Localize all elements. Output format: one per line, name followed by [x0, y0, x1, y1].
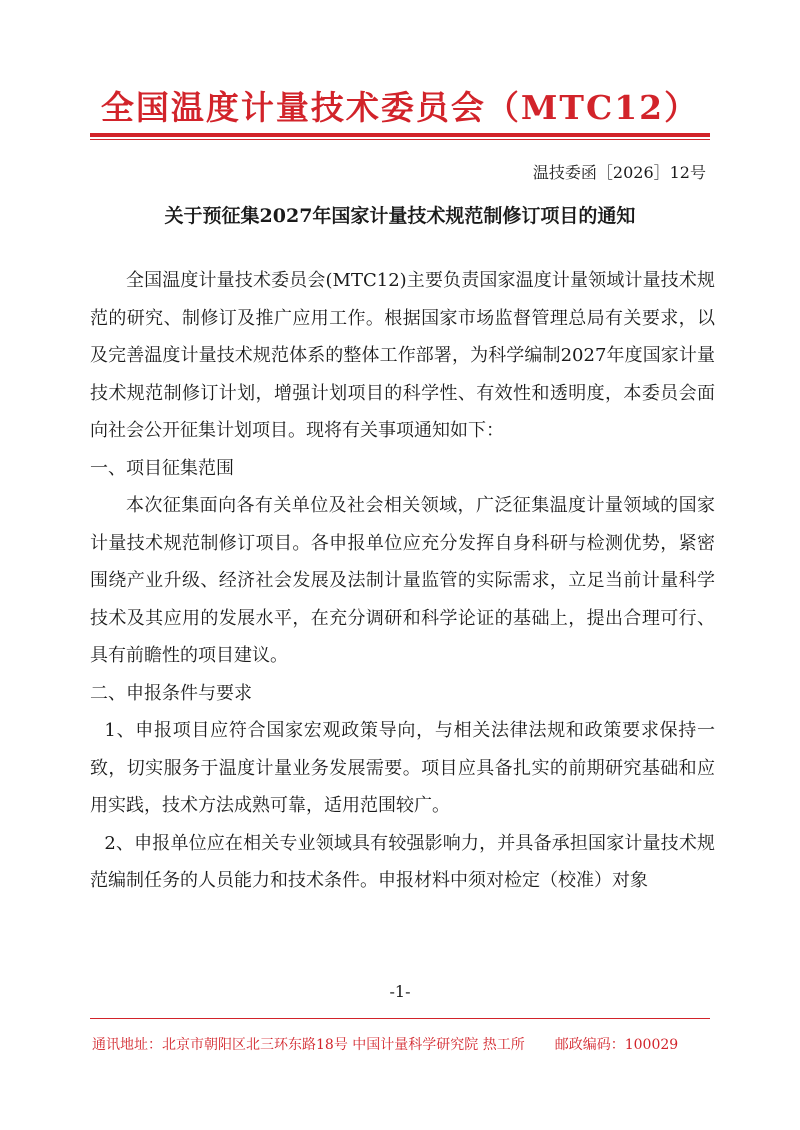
- section-heading-scope: 一、项目征集范围: [90, 457, 234, 479]
- document-number: 温技委函［2026］12号: [532, 163, 706, 182]
- letterhead-title: 全国温度计量技术委员会（MTC12）: [100, 88, 700, 127]
- document-title: 关于预征集2027年国家计量技术规范制修订项目的通知: [164, 205, 636, 227]
- scope-paragraph: 本次征集面向各有关单位及社会相关领域，广泛征集温度计量领域的国家计量技术规范制修订项目。各申报单位应充分发挥自身科研与检测优势，紧密围绕产业升级、经济社会发展及法制计量监管的实际需求，立足当前计量科学技术及其应用的发展水平，在充分调研和科学论证的基础上，提出合理可行、具有前瞻性的项目建议。: [90, 495, 715, 666]
- footer-rule: [90, 1018, 710, 1019]
- page-number: -1-: [389, 982, 411, 1001]
- footer-address: 通讯地址：北京市朝阳区北三环东路18号 中国计量科学研究院 热工所: [92, 1037, 525, 1053]
- footer-postcode: 邮政编码：100029: [554, 1037, 679, 1053]
- footer: [92, 1034, 678, 1054]
- requirement-item-1: 1、申报项目应符合国家宏观政策导向，与相关法律法规和政策要求保持一致，切实服务于温度计量业务发展需要。项目应具备扎实的前期研究基础和应用实践，技术方法成熟可靠，适用范围较广。: [90, 720, 715, 816]
- letterhead-rule-thick: [90, 133, 710, 137]
- section-heading-requirements: 二、申报条件与要求: [90, 682, 252, 704]
- document-body: [90, 262, 715, 900]
- letterhead-rule-thin: [90, 139, 710, 140]
- requirement-item-2: 2、申报单位应在相关专业领域具有较强影响力，并具备承担国家计量技术规范编制任务的人员能力和技术条件。申报材料中须对检定（校准）对象: [90, 832, 715, 891]
- intro-paragraph: 全国温度计量技术委员会(MTC12)主要负责国家温度计量领域计量技术规范的研究、制修订及推广应用工作。根据国家市场监督管理总局有关要求，以及完善温度计量技术规范体系的整体工作部署，为科学编制2027年度国家计量技术规范制修订计划，增强计划项目的科学性、有效性和透明度，本委员会面向社会公开征集计划项目。现将有关事项通知如下：: [90, 270, 715, 441]
